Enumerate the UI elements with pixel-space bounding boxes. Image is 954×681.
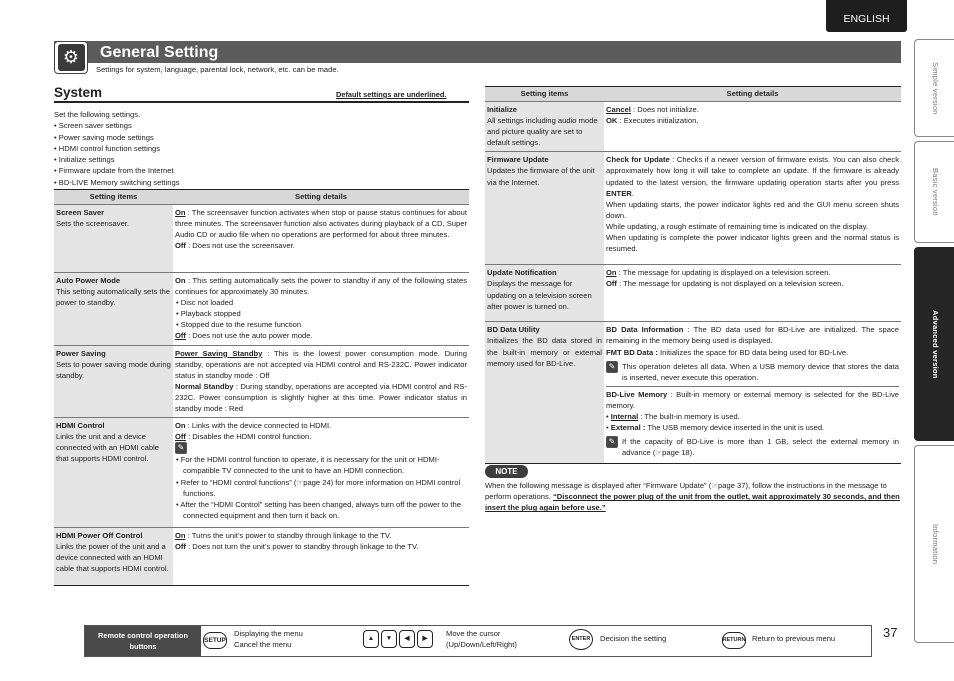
option-text: : The screensaver function activates when stop or pause status continues for about three minutes. The screensaver function also activates during playback of a CD, Super Audio CD or audio file when no operations are performed for about three minutes. (175, 208, 467, 240)
option-text: : The message for updating is not displayed on a television screen. (616, 279, 844, 289)
option-text: : Checks if a newer version of firmware exists. You can also check approximately how long it will take to complete an update. If the firmware is already updated to the latest version, the firmware updating operation starts after you press (606, 155, 899, 187)
item-name: BD Data Utility (487, 325, 540, 335)
enter-description: Decision the setting (600, 634, 667, 643)
intro-bullet: • Power saving mode settings (54, 132, 354, 143)
enter-key-label: ENTER (606, 188, 632, 198)
option-on: On (175, 531, 186, 541)
setup-description (234, 629, 303, 650)
table-row (54, 345, 469, 418)
option-text: : Disables the HDMI control function. (185, 432, 312, 442)
intro-lead: Set the following settings. (54, 110, 141, 119)
list-item: • Stopped due to the resume function (175, 319, 467, 330)
intro-bullet: • Firmware update from the Internet (54, 165, 354, 176)
option-on: On (175, 208, 186, 217)
enter-button-icon: ENTER (569, 629, 593, 650)
option-off: Off (175, 241, 186, 251)
cursor-buttons-icon (363, 630, 433, 648)
cursor-left-icon: ◀ (399, 630, 415, 648)
option-off: Off (606, 279, 617, 289)
cursor-up-icon: ▲ (363, 630, 379, 648)
option-text: : The message for updating is displayed on a television screen. (616, 268, 831, 278)
header-setting-details: Setting details (604, 87, 901, 102)
setup-button-icon: SETUP (203, 632, 227, 649)
side-tab-advanced-version[interactable] (914, 247, 954, 441)
table-header-row (485, 87, 901, 102)
option-text: . (631, 188, 634, 198)
return-description: Return to previous menu (752, 634, 836, 643)
item-desc: Links the power of the unit and a device connected with an HDMI cable that supports HDMI control. (56, 542, 169, 574)
item-name: Initialize (487, 105, 517, 114)
item-name: HDMI Power Off Control (56, 531, 143, 541)
item-name: Auto Power Mode (56, 276, 121, 285)
intro-bullet: • BD-LIVE Memory switching settings (54, 177, 354, 188)
side-tab-information[interactable] (914, 445, 954, 643)
option-text: : Does not use the auto power mode. (185, 331, 313, 341)
option-text: The USB memory device inserted in the unit is used. (645, 423, 825, 433)
right-settings-table (485, 86, 901, 464)
item-name: Update Notification (487, 268, 557, 278)
table-row (485, 265, 901, 322)
header-setting-items: Setting items (485, 87, 604, 102)
item-name: Firmware Update (487, 155, 549, 165)
side-tab-label: Advanced version (930, 309, 940, 379)
option-on: On (175, 421, 186, 431)
option-text: : This setting automatically sets the power to standby if any of the following states continues for approximately 30 minutes. (175, 276, 467, 297)
option-text: : Executes initialization. (617, 116, 699, 126)
left-settings-table (54, 189, 469, 586)
memory-note-text: If the capacity of BD-Live is more than 1 GB, select the external memory in advance (☞page 18). (622, 437, 899, 458)
option-text: : Does not initialize. (630, 105, 699, 114)
header-setting-details: Setting details (173, 190, 469, 205)
list-item: • Refer to “HDMI control functions” (☞page 24) for more information on HDMI control functions. (175, 477, 467, 499)
page-title: General Setting (100, 44, 219, 61)
cursor-down-icon: ▼ (381, 630, 397, 648)
default-settings-note: Default settings are underlined. (336, 90, 447, 99)
option-off: Off (175, 331, 186, 341)
header-setting-items: Setting items (54, 190, 173, 205)
option-text: While updating, a rough estimate of remaining time is indicated on the display. (606, 221, 868, 231)
list-item: • After the “HDMI Control” setting has been changed, always turn off the power to the connected equipment and then turn it back on. (175, 499, 467, 521)
option-text: : During standby, operations are accepted via HDMI control and RS-232C. Power consumption is slightly higher at this time. Power indicator status in standby mode : Red (175, 381, 467, 414)
caution-text: This operation deletes all data. When a USB memory device that stores the data is inserted, never execute this operation. (622, 361, 899, 382)
list-item: • For the HDMI control function to operate, it is necessary for the unit or HDMI-compatible TV connected to the unit to have an HDMI connection. (175, 454, 467, 476)
option-text: When updating starts, the power indicator lights red and the GUI menu screen shuts down. (606, 199, 899, 220)
table-header-row (54, 190, 469, 205)
note-text (485, 480, 901, 514)
cursor-right-icon: ▶ (417, 630, 433, 648)
list-item: • Playback stopped (175, 308, 467, 319)
option-normal-standby: Normal Standby (175, 381, 234, 391)
side-tab-simple-version[interactable] (914, 39, 954, 137)
table-row (485, 102, 901, 152)
note-pencil-icon: ✎ (606, 361, 618, 373)
move-text: Move the cursor (446, 629, 501, 638)
item-name: HDMI Control (56, 421, 105, 431)
side-tab-label: Basic version (930, 168, 940, 216)
note-pencil-icon: ✎ (175, 442, 187, 454)
page-subtitle: Settings for system, language, parental lock, network, etc. can be made. (96, 65, 339, 74)
intro-bullet: • Initialize settings (54, 154, 354, 165)
item-desc: This setting automatically sets the power to standby. (56, 287, 170, 308)
option-text: : Links with the device connected to HDMI. (185, 421, 332, 431)
option-external: External : (610, 423, 646, 433)
intro-bullet: • Screen saver settings (54, 120, 354, 131)
option-off: Off (175, 542, 186, 552)
setup-text: Displaying the menu (234, 629, 303, 638)
option-power-saving-standby: Power Saving Standby (175, 348, 263, 358)
option-bd-data-information: BD Data Information (606, 325, 684, 335)
item-name: Screen Saver (56, 208, 105, 217)
option-on: On (175, 276, 186, 285)
intro-bullet: • HDMI control function settings (54, 143, 354, 154)
option-text: : Does not turn the unit’s power to standby through linkage to the TV. (185, 542, 419, 552)
note-badge: NOTE (485, 465, 528, 478)
table-row (54, 528, 469, 586)
item-desc: Initializes the BD data stored in the built-in memory or external memory used for BD-Live. (487, 336, 602, 368)
option-ok: OK (606, 116, 618, 126)
memory-note-panel (606, 436, 899, 462)
page-number: 37 (883, 625, 898, 640)
note-pencil-icon: ✎ (606, 436, 618, 448)
option-text: : The built-in memory is used. (638, 412, 740, 422)
option-fmt-bd-data: FMT BD Data : (606, 347, 658, 357)
option-text: Initializes the space for BD data being used for BD-Live. (657, 347, 849, 357)
move-text: (Up/Down/Left/Right) (446, 639, 517, 649)
option-check-for-update: Check for Update (606, 155, 670, 165)
section-title: System (54, 85, 103, 100)
section-rule (54, 101, 469, 103)
table-row: BD Data Utility Initializes the BD data stored in the built-in memory or external memory used for BD-Live. BD Data Information : The BD data used for BD-Live are initialized. The space remaining in the memory being used is displayed. FMT BD Data : Initializes the space for BD data being used for BD-Live. ✎ This operation deletes all data. When a USB memory device that stores the data is inserted, never execute this operation. BD-Live Memory : Built-in memory or external memory is selected for the BD-Live memory. • Internal : The built-in memory is used. • External : The USB memory device inserted in the unit is used. ✎ If the capacity of BD-Live is more than 1 GB, select the external memory in advance (☞page 18). (485, 322, 901, 464)
return-button-icon: RETURN (722, 632, 746, 649)
option-on: On (606, 268, 617, 278)
item-desc: All settings including audio mode and picture quality are set to default settings. (487, 116, 598, 148)
item-desc: Displays the message for updating on a television screen after power is turned on. (487, 279, 592, 311)
item-desc: Links the unit and a device connected with an HDMI cable that supports HDMI control. (56, 432, 159, 464)
option-bd-live-memory: BD-Live Memory (606, 389, 668, 399)
footer-label: Remote control operation buttons (85, 626, 201, 656)
option-text: : Built-in memory or external memory is selected for the BD-Live memory. (606, 389, 899, 410)
intro-text (54, 109, 354, 188)
move-description (446, 629, 517, 650)
setup-text: Cancel the menu (234, 639, 292, 649)
option-cancel: Cancel (606, 105, 631, 114)
item-desc: Sets the screensaver. (56, 219, 130, 229)
table-row (54, 273, 469, 346)
item-desc: Updates the firmware of the unit via the Internet. (487, 166, 595, 187)
option-off: Off (175, 432, 186, 442)
note-body: When the following message is displayed after “Firmware Update” (☞page 37), follow the instructions in the message to perform operations. (485, 481, 887, 502)
option-text: : This is the lowest power consumption mode. During standby, operations are not accepted via HDMI control and RS-232C. Power indicator status in standby mode : Off (175, 348, 467, 380)
option-text: : Does not use the screensaver. (185, 241, 295, 251)
option-internal: Internal (610, 412, 639, 422)
item-name: Power Saving (56, 348, 106, 358)
side-tab-label: Simple version (930, 61, 940, 115)
table-row (54, 418, 469, 528)
table-row (54, 205, 469, 273)
option-text: When updating is complete the power indicator lights green and the normal status is resumed. (606, 233, 899, 254)
general-setting-gear-icon: ⚙ (54, 41, 88, 74)
table-row (485, 152, 901, 265)
caution-panel (606, 361, 899, 387)
language-tab: ENGLISH (826, 0, 907, 32)
item-desc: Sets to power saving mode during standby. (56, 359, 171, 380)
list-item: • Disc not loaded (175, 297, 467, 308)
option-text: : Turns the unit’s power to standby through linkage to the TV. (185, 531, 392, 541)
side-tab-label: Information (930, 523, 940, 565)
side-tab-basic-version[interactable] (914, 141, 954, 243)
note-warning: “Disconnect the power plug of the unit from the outlet, wait approximately 30 seconds, and then insert the plug again before use.” (485, 492, 900, 513)
option-text: : The BD data used for BD-Live are initialized. The space remaining in the memory being used is displayed. (606, 325, 899, 346)
